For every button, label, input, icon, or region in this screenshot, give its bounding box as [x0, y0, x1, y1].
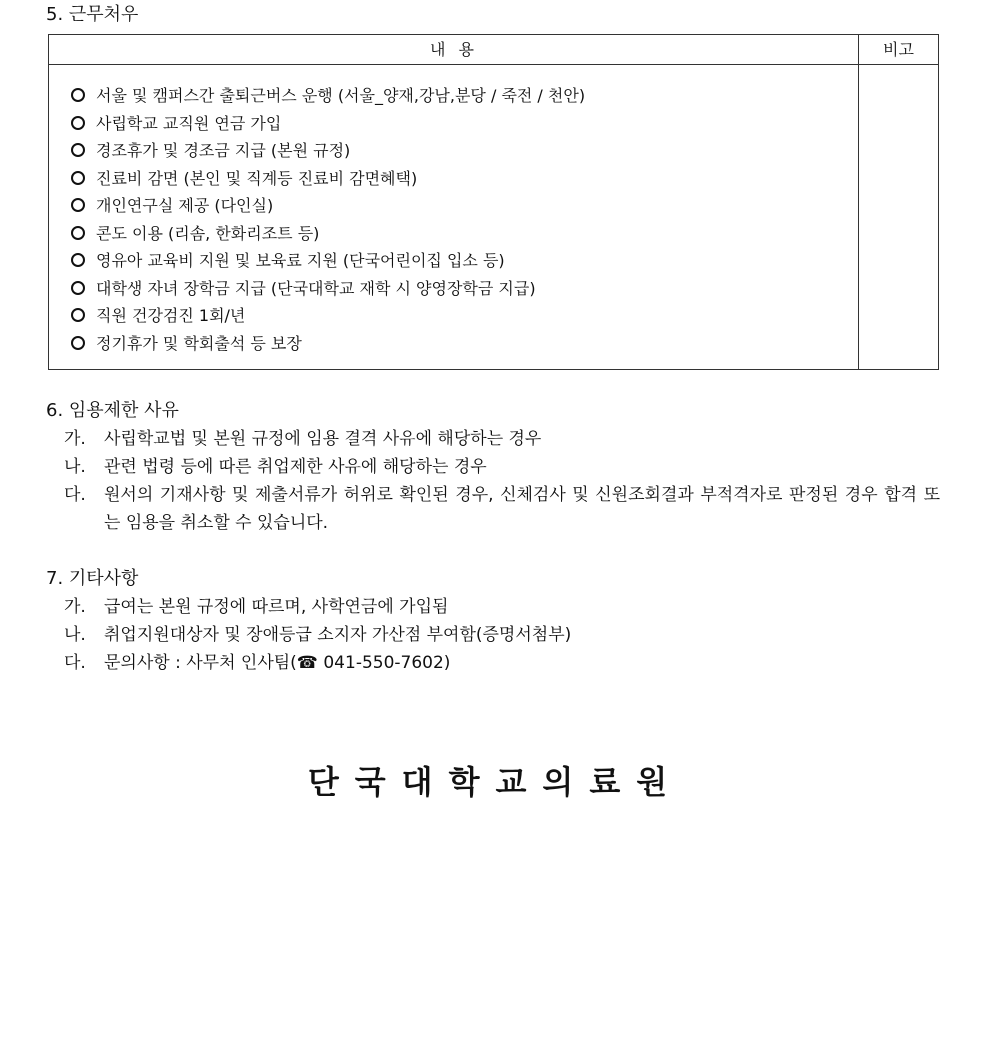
table-column-divider: [858, 35, 859, 369]
benefit-item: [71, 247, 585, 275]
benefit-item: [71, 192, 585, 220]
table-header-row: [49, 35, 938, 65]
section-7-heading: 7. 기타사항: [46, 568, 139, 589]
circle-bullet-icon: [71, 116, 85, 130]
benefit-text: 경조휴가 및 경조금 지급 (본원 규정): [96, 141, 351, 160]
list-marker: 나.: [64, 625, 86, 645]
benefit-item: [71, 110, 585, 138]
benefit-item: [71, 220, 585, 248]
list-item: [64, 593, 940, 621]
benefits-table: [48, 34, 939, 370]
circle-bullet-icon: [71, 281, 85, 295]
section-6-heading: 6. 임용제한 사유: [46, 400, 179, 421]
list-item: [64, 481, 940, 537]
circle-bullet-icon: [71, 198, 85, 212]
list-item: [64, 425, 940, 453]
circle-bullet-icon: [71, 336, 85, 350]
benefits-list: [71, 82, 585, 357]
benefit-text: 콘도 이용 (리솜, 한화리조트 등): [96, 223, 320, 243]
misc-list: [64, 593, 940, 677]
list-text: 관련 법령 등에 따른 취업제한 사유에 해당하는 경우: [104, 457, 487, 477]
benefit-text: 정기휴가 및 학회출석 등 보장: [96, 333, 302, 353]
circle-bullet-icon: [71, 253, 85, 267]
benefit-item: [71, 137, 585, 165]
table-header-content: 내 용: [430, 40, 478, 59]
institution-name: 단국대학교의료원: [307, 763, 684, 801]
list-item: [64, 453, 940, 481]
restriction-list: [64, 425, 940, 537]
list-marker: 다.: [64, 653, 86, 673]
benefit-text: 대학생 자녀 장학금 지급 (단국대학교 재학 시 양영장학금 지급): [96, 278, 536, 298]
list-text: 급여는 본원 규정에 따르며, 사학연금에 가입됨: [104, 597, 449, 617]
benefit-text: 개인연구실 제공 (다인실): [96, 196, 274, 215]
table-header-note: 비고: [883, 40, 914, 59]
circle-bullet-icon: [71, 226, 85, 240]
benefit-item: [71, 302, 585, 330]
list-marker: 가.: [64, 429, 86, 449]
benefit-text: 진료비 감면 (본인 및 직계등 진료비 감면혜택): [96, 168, 418, 188]
list-text: 사립학교법 및 본원 규정에 임용 결격 사유에 해당하는 경우: [104, 429, 542, 449]
list-text: 문의사항 : 사무처 인사팀(☎ 041-550-7602): [104, 653, 451, 673]
benefit-text: 사립학교 교직원 연금 가입: [96, 113, 282, 133]
circle-bullet-icon: [71, 88, 85, 102]
circle-bullet-icon: [71, 308, 85, 322]
list-marker: 가.: [64, 597, 86, 617]
benefit-item: [71, 330, 585, 358]
circle-bullet-icon: [71, 143, 85, 157]
list-marker: 다.: [64, 485, 86, 505]
list-text: 취업지원대상자 및 장애등급 소지자 가산점 부여함(증명서첨부): [104, 625, 572, 645]
benefit-item: [71, 275, 585, 303]
benefit-item: [71, 82, 585, 110]
section-5-heading: 5. 근무처우: [46, 4, 139, 25]
circle-bullet-icon: [71, 171, 85, 185]
benefit-text: 서울 및 캠퍼스간 출퇴근버스 운행 (서울_양재,강남,분당 / 죽전 / 천안): [96, 86, 586, 105]
list-text: 원서의 기재사항 및 제출서류가 허위로 확인된 경우, 신체검사 및 신원조회결과 부적격자로 판정된 경우 합격 또는 임용을 취소할 수 있습니다.: [104, 485, 940, 533]
list-item: [64, 649, 940, 677]
benefit-text: 영유아 교육비 지원 및 보육료 지원 (단국어린이집 입소 등): [96, 251, 505, 270]
benefit-item: [71, 165, 585, 193]
list-item: [64, 621, 940, 649]
list-marker: 나.: [64, 457, 86, 477]
benefit-text: 직원 건강검진 1회/년: [96, 306, 246, 325]
